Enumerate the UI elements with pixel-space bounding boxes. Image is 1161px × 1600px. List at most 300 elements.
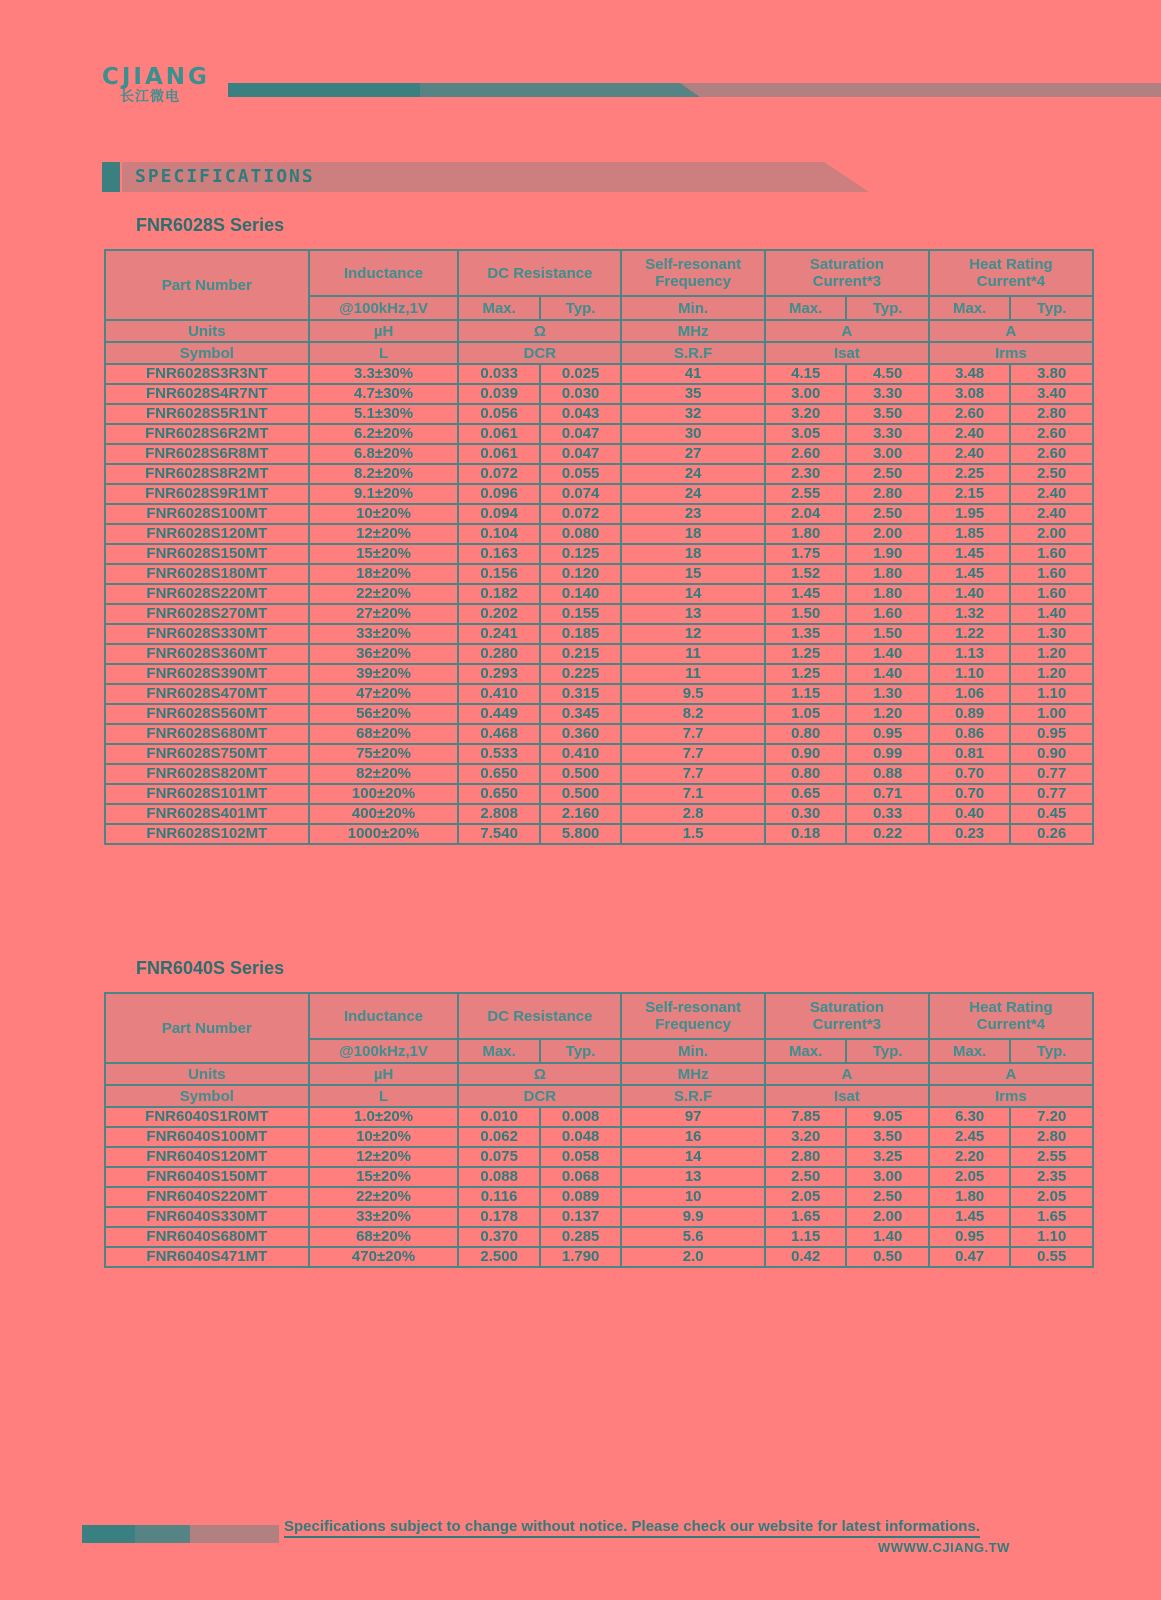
cell-irms-typ: 0.26 bbox=[1010, 824, 1093, 844]
cell-inductance: 12±20% bbox=[309, 524, 459, 544]
cell-isat-max: 1.35 bbox=[765, 624, 846, 644]
cell-dcr-typ: 0.500 bbox=[540, 784, 621, 804]
cell-isat-max: 2.50 bbox=[765, 1167, 846, 1187]
cell-inductance: 1000±20% bbox=[309, 824, 459, 844]
symbol-cell: L bbox=[309, 342, 459, 364]
units-cell: MHz bbox=[621, 320, 765, 342]
table-row bbox=[105, 604, 1093, 624]
cell-part-number: FNR6028S5R1NT bbox=[105, 404, 309, 424]
cell-irms-max: 0.86 bbox=[929, 724, 1010, 744]
cell-part-number: FNR6028S680MT bbox=[105, 724, 309, 744]
cell-inductance: 68±20% bbox=[309, 724, 459, 744]
table-row bbox=[105, 804, 1093, 824]
cell-dcr-typ: 0.140 bbox=[540, 584, 621, 604]
cell-irms-typ: 0.77 bbox=[1010, 784, 1093, 804]
cell-part-number: FNR6028S3R3NT bbox=[105, 364, 309, 384]
cell-isat-max: 1.50 bbox=[765, 604, 846, 624]
cell-irms-max: 2.05 bbox=[929, 1167, 1010, 1187]
cell-isat-max: 0.18 bbox=[765, 824, 846, 844]
cell-irms-max: 0.40 bbox=[929, 804, 1010, 824]
header-typ: Typ. bbox=[540, 296, 621, 320]
header-typ: Typ. bbox=[846, 296, 929, 320]
table-row bbox=[105, 684, 1093, 704]
cell-part-number: FNR6028S4R7NT bbox=[105, 384, 309, 404]
cell-isat-typ: 3.30 bbox=[846, 384, 929, 404]
cell-isat-max: 1.05 bbox=[765, 704, 846, 724]
table-row bbox=[105, 824, 1093, 844]
cell-irms-max: 1.40 bbox=[929, 584, 1010, 604]
cell-irms-max: 2.40 bbox=[929, 444, 1010, 464]
cell-irms-typ: 1.60 bbox=[1010, 584, 1093, 604]
cell-srf-min: 13 bbox=[621, 604, 765, 624]
cell-inductance: 3.3±30% bbox=[309, 364, 459, 384]
cell-dcr-max: 0.163 bbox=[458, 544, 539, 564]
cell-part-number: FNR6040S330MT bbox=[105, 1207, 309, 1227]
header-heat-rating-line: Heat Rating bbox=[969, 256, 1053, 273]
cell-dcr-typ: 0.125 bbox=[540, 544, 621, 564]
table-row bbox=[105, 1247, 1093, 1267]
header-dc-resistance: DC Resistance bbox=[458, 250, 621, 296]
units-label: Units bbox=[105, 1063, 309, 1085]
cell-dcr-max: 0.410 bbox=[458, 684, 539, 704]
cell-isat-max: 2.80 bbox=[765, 1147, 846, 1167]
cell-dcr-typ: 0.215 bbox=[540, 644, 621, 664]
cell-isat-typ: 1.40 bbox=[846, 1227, 929, 1247]
cell-isat-max: 3.05 bbox=[765, 424, 846, 444]
cell-dcr-max: 0.241 bbox=[458, 624, 539, 644]
cell-srf-min: 97 bbox=[621, 1107, 765, 1127]
cell-inductance: 10±20% bbox=[309, 1127, 459, 1147]
symbol-row bbox=[105, 342, 1093, 364]
table-row bbox=[105, 644, 1093, 664]
cell-part-number: FNR6028S180MT bbox=[105, 564, 309, 584]
header-heat-rating-line: Current*4 bbox=[976, 273, 1046, 290]
cell-part-number: FNR6028S401MT bbox=[105, 804, 309, 824]
cell-isat-max: 1.15 bbox=[765, 684, 846, 704]
cell-isat-max: 1.25 bbox=[765, 644, 846, 664]
cell-isat-typ: 0.22 bbox=[846, 824, 929, 844]
cell-irms-max: 6.30 bbox=[929, 1107, 1010, 1127]
cell-isat-max: 3.20 bbox=[765, 1127, 846, 1147]
cell-irms-typ: 2.35 bbox=[1010, 1167, 1093, 1187]
cell-dcr-typ: 0.185 bbox=[540, 624, 621, 644]
cell-part-number: FNR6028S220MT bbox=[105, 584, 309, 604]
cell-dcr-typ: 0.068 bbox=[540, 1167, 621, 1187]
cell-dcr-typ: 2.160 bbox=[540, 804, 621, 824]
cell-inductance: 9.1±20% bbox=[309, 484, 459, 504]
cell-dcr-max: 0.280 bbox=[458, 644, 539, 664]
cell-inductance: 33±20% bbox=[309, 624, 459, 644]
cell-part-number: FNR6028S8R2MT bbox=[105, 464, 309, 484]
cell-dcr-typ: 0.345 bbox=[540, 704, 621, 724]
table-row bbox=[105, 1187, 1093, 1207]
cell-inductance: 22±20% bbox=[309, 1187, 459, 1207]
table-row bbox=[105, 364, 1093, 384]
cell-isat-typ: 0.95 bbox=[846, 724, 929, 744]
cell-inductance: 470±20% bbox=[309, 1247, 459, 1267]
cell-isat-max: 1.15 bbox=[765, 1227, 846, 1247]
cell-inductance: 56±20% bbox=[309, 704, 459, 724]
cell-isat-max: 3.20 bbox=[765, 404, 846, 424]
symbol-label: Symbol bbox=[105, 1085, 309, 1107]
cell-irms-max: 2.15 bbox=[929, 484, 1010, 504]
cell-isat-typ: 9.05 bbox=[846, 1107, 929, 1127]
section-title: SPECIFICATIONS bbox=[135, 166, 315, 187]
cell-part-number: FNR6028S820MT bbox=[105, 764, 309, 784]
cell-isat-typ: 1.50 bbox=[846, 624, 929, 644]
cell-part-number: FNR6028S150MT bbox=[105, 544, 309, 564]
cell-part-number: FNR6028S560MT bbox=[105, 704, 309, 724]
symbol-cell: Isat bbox=[765, 342, 929, 364]
cell-dcr-typ: 0.500 bbox=[540, 764, 621, 784]
cell-srf-min: 2.0 bbox=[621, 1247, 765, 1267]
cell-dcr-max: 0.010 bbox=[458, 1107, 539, 1127]
header-max: Max. bbox=[765, 296, 846, 320]
cell-srf-min: 16 bbox=[621, 1127, 765, 1147]
header-stripe bbox=[678, 83, 1161, 97]
header-min: Min. bbox=[621, 296, 765, 320]
footer-stripe bbox=[135, 1525, 190, 1543]
cell-irms-typ: 2.50 bbox=[1010, 464, 1093, 484]
cell-isat-typ: 0.99 bbox=[846, 744, 929, 764]
table-row bbox=[105, 384, 1093, 404]
cell-isat-typ: 2.50 bbox=[846, 1187, 929, 1207]
cell-irms-typ: 7.20 bbox=[1010, 1107, 1093, 1127]
header-self-resonant bbox=[621, 250, 765, 296]
header-heat-rating-line: Current*4 bbox=[976, 1016, 1046, 1033]
cell-isat-typ: 2.50 bbox=[846, 464, 929, 484]
header-self-resonant-line: Frequency bbox=[655, 1016, 732, 1033]
cell-part-number: FNR6040S100MT bbox=[105, 1127, 309, 1147]
cell-isat-typ: 1.80 bbox=[846, 584, 929, 604]
table-row bbox=[105, 504, 1093, 524]
table-row bbox=[105, 784, 1093, 804]
cell-dcr-max: 0.370 bbox=[458, 1227, 539, 1247]
header-heat-rating bbox=[929, 250, 1093, 296]
header-typ: Typ. bbox=[540, 1039, 621, 1063]
cell-dcr-max: 0.650 bbox=[458, 764, 539, 784]
cell-irms-typ: 2.40 bbox=[1010, 484, 1093, 504]
symbol-cell: L bbox=[309, 1085, 459, 1107]
cell-isat-max: 0.80 bbox=[765, 764, 846, 784]
cell-irms-typ: 2.00 bbox=[1010, 524, 1093, 544]
header-max: Max. bbox=[929, 1039, 1010, 1063]
cell-dcr-max: 2.808 bbox=[458, 804, 539, 824]
cell-irms-max: 0.23 bbox=[929, 824, 1010, 844]
cell-dcr-max: 7.540 bbox=[458, 824, 539, 844]
cell-dcr-max: 0.075 bbox=[458, 1147, 539, 1167]
cell-part-number: FNR6028S750MT bbox=[105, 744, 309, 764]
cell-isat-typ: 3.00 bbox=[846, 1167, 929, 1187]
cell-inductance: 6.8±20% bbox=[309, 444, 459, 464]
table-row bbox=[105, 544, 1093, 564]
cell-dcr-typ: 0.074 bbox=[540, 484, 621, 504]
table-row bbox=[105, 1167, 1093, 1187]
cell-srf-min: 9.5 bbox=[621, 684, 765, 704]
cell-isat-max: 3.00 bbox=[765, 384, 846, 404]
cell-irms-typ: 2.60 bbox=[1010, 444, 1093, 464]
cell-irms-typ: 1.65 bbox=[1010, 1207, 1093, 1227]
cell-isat-typ: 2.00 bbox=[846, 524, 929, 544]
cell-dcr-typ: 0.285 bbox=[540, 1227, 621, 1247]
header-inductance: Inductance bbox=[309, 993, 459, 1039]
cell-isat-typ: 1.80 bbox=[846, 564, 929, 584]
units-cell: MHz bbox=[621, 1063, 765, 1085]
cell-isat-max: 2.55 bbox=[765, 484, 846, 504]
cell-inductance: 4.7±30% bbox=[309, 384, 459, 404]
cell-inductance: 39±20% bbox=[309, 664, 459, 684]
cell-dcr-typ: 0.048 bbox=[540, 1127, 621, 1147]
symbol-cell: DCR bbox=[458, 1085, 621, 1107]
header-heat-rating-line: Heat Rating bbox=[969, 999, 1053, 1016]
cell-irms-typ: 2.55 bbox=[1010, 1147, 1093, 1167]
header-part-number: Part Number bbox=[105, 993, 309, 1063]
cell-inductance: 82±20% bbox=[309, 764, 459, 784]
header-inductance-condition: @100kHz,1V bbox=[309, 296, 459, 320]
header-inductance: Inductance bbox=[309, 250, 459, 296]
cell-dcr-max: 0.072 bbox=[458, 464, 539, 484]
cell-isat-typ: 2.50 bbox=[846, 504, 929, 524]
cell-irms-typ: 1.60 bbox=[1010, 544, 1093, 564]
cell-part-number: FNR6040S220MT bbox=[105, 1187, 309, 1207]
cell-isat-typ: 3.50 bbox=[846, 404, 929, 424]
cell-srf-min: 27 bbox=[621, 444, 765, 464]
cell-irms-typ: 3.40 bbox=[1010, 384, 1093, 404]
cell-irms-max: 0.70 bbox=[929, 784, 1010, 804]
header-saturation-line: Current*3 bbox=[812, 273, 882, 290]
table-row bbox=[105, 404, 1093, 424]
table-row bbox=[105, 444, 1093, 464]
table-row bbox=[105, 1107, 1093, 1127]
cell-dcr-max: 0.088 bbox=[458, 1167, 539, 1187]
footer-stripe bbox=[82, 1525, 136, 1543]
cell-inductance: 75±20% bbox=[309, 744, 459, 764]
table-row bbox=[105, 1147, 1093, 1167]
cell-dcr-max: 0.061 bbox=[458, 424, 539, 444]
cell-isat-typ: 3.30 bbox=[846, 424, 929, 444]
symbol-row bbox=[105, 1085, 1093, 1107]
cell-irms-max: 1.45 bbox=[929, 564, 1010, 584]
cell-irms-typ: 1.20 bbox=[1010, 664, 1093, 684]
cell-irms-max: 2.20 bbox=[929, 1147, 1010, 1167]
cell-isat-max: 1.25 bbox=[765, 664, 846, 684]
cell-inductance: 68±20% bbox=[309, 1227, 459, 1247]
units-cell: A bbox=[765, 320, 929, 342]
cell-dcr-max: 2.500 bbox=[458, 1247, 539, 1267]
table-row bbox=[105, 464, 1093, 484]
cell-dcr-max: 0.062 bbox=[458, 1127, 539, 1147]
symbol-label: Symbol bbox=[105, 342, 309, 364]
cell-dcr-typ: 1.790 bbox=[540, 1247, 621, 1267]
cell-part-number: FNR6040S680MT bbox=[105, 1227, 309, 1247]
units-label: Units bbox=[105, 320, 309, 342]
cell-isat-max: 2.30 bbox=[765, 464, 846, 484]
cell-irms-typ: 0.95 bbox=[1010, 724, 1093, 744]
symbol-cell: DCR bbox=[458, 342, 621, 364]
footer-stripe bbox=[185, 1525, 279, 1543]
header-saturation bbox=[765, 993, 929, 1039]
cell-srf-min: 35 bbox=[621, 384, 765, 404]
cell-dcr-typ: 0.360 bbox=[540, 724, 621, 744]
cell-irms-max: 0.70 bbox=[929, 764, 1010, 784]
cell-isat-typ: 3.00 bbox=[846, 444, 929, 464]
cell-dcr-typ: 0.137 bbox=[540, 1207, 621, 1227]
table-row bbox=[105, 584, 1093, 604]
cell-irms-max: 0.81 bbox=[929, 744, 1010, 764]
cell-isat-typ: 4.50 bbox=[846, 364, 929, 384]
cell-srf-min: 7.7 bbox=[621, 744, 765, 764]
cell-srf-min: 2.8 bbox=[621, 804, 765, 824]
cell-dcr-max: 0.061 bbox=[458, 444, 539, 464]
header-self-resonant-line: Self-resonant bbox=[645, 256, 742, 273]
cell-irms-typ: 1.20 bbox=[1010, 644, 1093, 664]
cell-isat-max: 1.45 bbox=[765, 584, 846, 604]
cell-dcr-typ: 0.225 bbox=[540, 664, 621, 684]
cell-inductance: 12±20% bbox=[309, 1147, 459, 1167]
cell-part-number: FNR6028S100MT bbox=[105, 504, 309, 524]
header-stripe bbox=[228, 83, 420, 97]
cell-irms-max: 1.85 bbox=[929, 524, 1010, 544]
symbol-cell: S.R.F bbox=[621, 342, 765, 364]
cell-srf-min: 10 bbox=[621, 1187, 765, 1207]
cell-irms-typ: 0.55 bbox=[1010, 1247, 1093, 1267]
cell-isat-typ: 2.80 bbox=[846, 484, 929, 504]
cell-part-number: FNR6040S120MT bbox=[105, 1147, 309, 1167]
table-header-row bbox=[105, 993, 1093, 1039]
units-row bbox=[105, 1063, 1093, 1085]
cell-isat-max: 0.30 bbox=[765, 804, 846, 824]
cell-inductance: 6.2±20% bbox=[309, 424, 459, 444]
cell-srf-min: 14 bbox=[621, 584, 765, 604]
cell-irms-typ: 0.90 bbox=[1010, 744, 1093, 764]
cell-dcr-typ: 0.080 bbox=[540, 524, 621, 544]
cell-part-number: FNR6028S6R2MT bbox=[105, 424, 309, 444]
cell-irms-max: 2.40 bbox=[929, 424, 1010, 444]
table-row bbox=[105, 744, 1093, 764]
cell-inductance: 47±20% bbox=[309, 684, 459, 704]
cell-isat-typ: 1.40 bbox=[846, 644, 929, 664]
cell-irms-typ: 1.00 bbox=[1010, 704, 1093, 724]
cell-srf-min: 18 bbox=[621, 524, 765, 544]
header-self-resonant-line: Frequency bbox=[655, 273, 732, 290]
cell-isat-typ: 1.30 bbox=[846, 684, 929, 704]
table-row bbox=[105, 624, 1093, 644]
header-min: Min. bbox=[621, 1039, 765, 1063]
header-saturation bbox=[765, 250, 929, 296]
cell-dcr-max: 0.039 bbox=[458, 384, 539, 404]
cell-isat-typ: 0.33 bbox=[846, 804, 929, 824]
cell-dcr-typ: 0.025 bbox=[540, 364, 621, 384]
cell-srf-min: 18 bbox=[621, 544, 765, 564]
cell-inductance: 36±20% bbox=[309, 644, 459, 664]
cell-srf-min: 7.7 bbox=[621, 764, 765, 784]
symbol-cell: S.R.F bbox=[621, 1085, 765, 1107]
cell-inductance: 1.0±20% bbox=[309, 1107, 459, 1127]
units-cell: Ω bbox=[458, 1063, 621, 1085]
cell-srf-min: 32 bbox=[621, 404, 765, 424]
cell-srf-min: 23 bbox=[621, 504, 765, 524]
header-dc-resistance: DC Resistance bbox=[458, 993, 621, 1039]
cell-dcr-typ: 0.030 bbox=[540, 384, 621, 404]
cell-irms-max: 1.32 bbox=[929, 604, 1010, 624]
cell-dcr-max: 0.650 bbox=[458, 784, 539, 804]
cell-dcr-max: 0.533 bbox=[458, 744, 539, 764]
units-cell: µH bbox=[309, 1063, 459, 1085]
cell-part-number: FNR6028S330MT bbox=[105, 624, 309, 644]
cell-irms-typ: 2.40 bbox=[1010, 504, 1093, 524]
cell-inductance: 100±20% bbox=[309, 784, 459, 804]
cell-isat-max: 1.75 bbox=[765, 544, 846, 564]
cell-isat-typ: 1.20 bbox=[846, 704, 929, 724]
cell-irms-typ: 1.40 bbox=[1010, 604, 1093, 624]
cell-irms-max: 3.48 bbox=[929, 364, 1010, 384]
table-row bbox=[105, 1207, 1093, 1227]
cell-part-number: FNR6028S390MT bbox=[105, 664, 309, 684]
table-row bbox=[105, 764, 1093, 784]
cell-isat-max: 0.90 bbox=[765, 744, 846, 764]
cell-irms-max: 1.45 bbox=[929, 1207, 1010, 1227]
cell-dcr-max: 0.056 bbox=[458, 404, 539, 424]
cell-irms-max: 1.45 bbox=[929, 544, 1010, 564]
spec-table bbox=[104, 249, 1094, 845]
header-max: Max. bbox=[458, 1039, 539, 1063]
cell-dcr-max: 0.116 bbox=[458, 1187, 539, 1207]
cell-irms-max: 2.45 bbox=[929, 1127, 1010, 1147]
cell-inductance: 15±20% bbox=[309, 1167, 459, 1187]
cell-irms-max: 0.89 bbox=[929, 704, 1010, 724]
header-heat-rating bbox=[929, 993, 1093, 1039]
table-header-row bbox=[105, 250, 1093, 296]
cell-dcr-typ: 0.410 bbox=[540, 744, 621, 764]
series-title: FNR6028S Series bbox=[136, 215, 285, 235]
cell-srf-min: 11 bbox=[621, 644, 765, 664]
symbol-cell: Irms bbox=[929, 342, 1093, 364]
cell-dcr-typ: 0.072 bbox=[540, 504, 621, 524]
cell-inductance: 5.1±30% bbox=[309, 404, 459, 424]
units-cell: A bbox=[765, 1063, 929, 1085]
header-saturation-line: Saturation bbox=[809, 256, 885, 273]
cell-dcr-typ: 0.315 bbox=[540, 684, 621, 704]
cell-dcr-max: 0.033 bbox=[458, 364, 539, 384]
footer-note: Specifications subject to change without notice. Please check our website for latest informations. bbox=[284, 1518, 980, 1538]
cell-inductance: 18±20% bbox=[309, 564, 459, 584]
cell-irms-typ: 0.45 bbox=[1010, 804, 1093, 824]
cell-irms-typ: 1.10 bbox=[1010, 1227, 1093, 1247]
cell-isat-max: 1.65 bbox=[765, 1207, 846, 1227]
header-saturation-line: Saturation bbox=[809, 999, 885, 1016]
cell-srf-min: 9.9 bbox=[621, 1207, 765, 1227]
cell-irms-max: 2.60 bbox=[929, 404, 1010, 424]
cell-dcr-typ: 0.047 bbox=[540, 444, 621, 464]
cell-isat-max: 0.42 bbox=[765, 1247, 846, 1267]
symbol-cell: Irms bbox=[929, 1085, 1093, 1107]
cell-irms-typ: 2.60 bbox=[1010, 424, 1093, 444]
table-row bbox=[105, 1127, 1093, 1147]
cell-irms-max: 0.95 bbox=[929, 1227, 1010, 1247]
cell-isat-max: 0.65 bbox=[765, 784, 846, 804]
cell-dcr-max: 0.104 bbox=[458, 524, 539, 544]
cell-isat-typ: 3.50 bbox=[846, 1127, 929, 1147]
cell-dcr-max: 0.094 bbox=[458, 504, 539, 524]
cell-dcr-max: 0.156 bbox=[458, 564, 539, 584]
cell-isat-typ: 3.25 bbox=[846, 1147, 929, 1167]
cell-irms-typ: 2.80 bbox=[1010, 404, 1093, 424]
cell-inductance: 33±20% bbox=[309, 1207, 459, 1227]
cell-irms-max: 2.25 bbox=[929, 464, 1010, 484]
cell-irms-max: 1.13 bbox=[929, 644, 1010, 664]
cell-isat-max: 1.80 bbox=[765, 524, 846, 544]
cell-srf-min: 8.2 bbox=[621, 704, 765, 724]
